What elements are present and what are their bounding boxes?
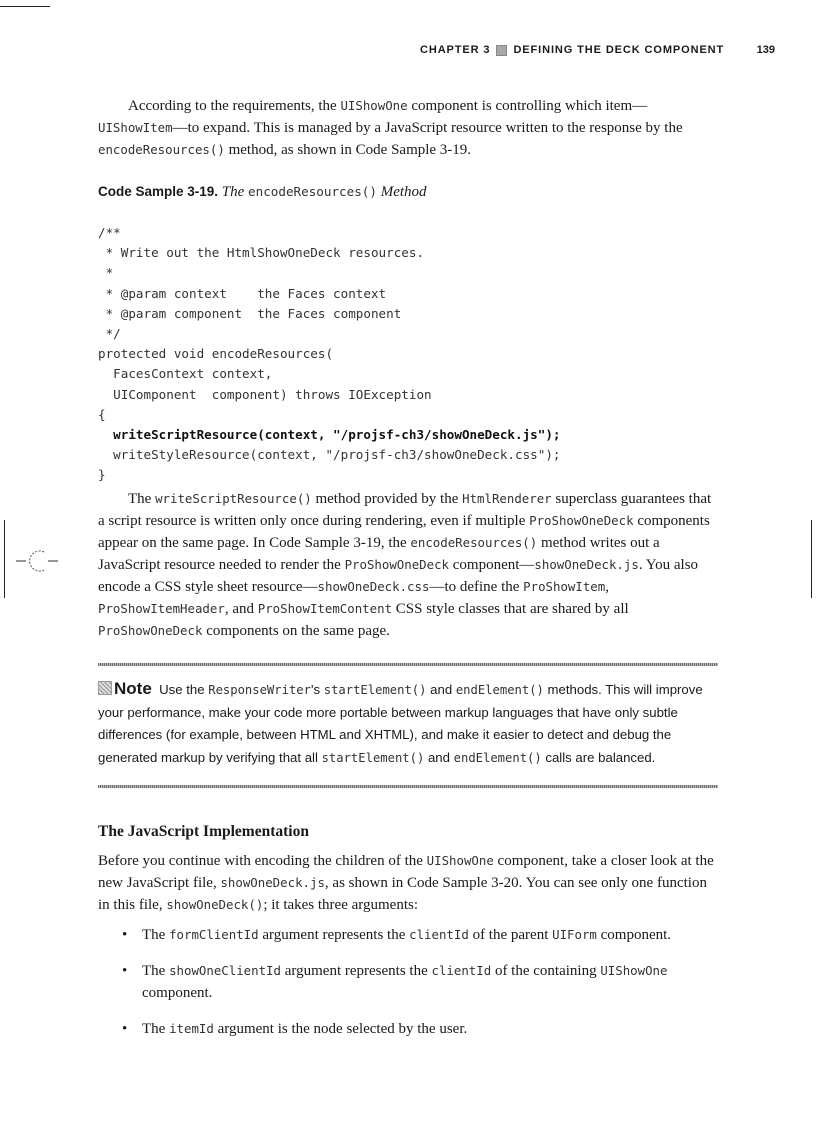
code-line: protected void encodeResources( [98,346,334,362]
crop-mark-top [0,6,50,7]
code-line: * [98,265,114,281]
code-line: FacesContext context, [98,366,273,382]
note-label: Note [114,679,152,698]
code-line: UIComponent component) throws IOException [98,386,432,402]
crop-mark-left [4,520,5,598]
list-item: • The formClientId argument represents the clientId of the parent UIForm component. [98,924,718,946]
code-line-highlighted: writeScriptResource(context, "/projsf-ch3/showOneDeck.js"); [98,426,561,442]
code-line: * @param component the Faces component [98,305,402,321]
code-sample-caption: Code Sample 3-19. The encodeResources() Method [98,184,427,200]
intro-paragraph-block [98,95,718,161]
section-title: DEFINING THE DECK COMPONENT [513,44,725,56]
chapter-heading [420,44,724,56]
argument-list [98,924,718,1040]
code-sample-block [98,223,718,485]
explanation-paragraph: The writeScriptResource() method provided by the HtmlRenderer superclass guarantees that a script resource is written only once during rendering, even if multiple ProShowOneDeck components appear on the same page. In Code Sample 3-19, the encodeResources() method writes out a JavaScript resource needed to render the ProShowOneDeck component—showOneDeck.js. You also encode a CSS style sheet resource—showOneDeck.css—to define the ProShowItem, ProShowItemHeader, and ProShowItemContent CSS style classes that are shared by all ProShowOneDeck components on the same page. [98,491,712,639]
code-line: { [98,406,106,422]
note-bottom-rule [98,785,718,788]
bullet-icon: • [122,1021,128,1037]
list-item: • The showOneClientId argument represents the clientId of the containing UIShowOne component. [98,960,718,1004]
code-line: writeStyleResource(context, "/projsf-ch3/showOneDeck.css"); [98,447,561,463]
bullet-icon: • [122,927,128,943]
page-number: 139 [756,44,775,56]
section-heading: The JavaScript Implementation [98,823,309,840]
intro-paragraph: According to the requirements, the UIShowOne component is controlling which item—UIShowItem—to expand. This is managed by a JavaScript resource written to the response by the encodeResources() method, as shown in Code Sample 3-19. [98,98,683,158]
note-box: Note Use the ResponseWriter's startElement() and endElement() methods. This will improve your performance, make your code more portable between markup languages that have only subtle differences (for example, between HTML and XHTML), and make it easier to detect and debug the generated markup by verifying that all startElement() and endElement() calls are balanced. [98,679,703,765]
note-icon [98,681,112,695]
argument-list-block [98,924,718,1054]
code-line: */ [98,325,121,341]
code-line: * Write out the HtmlShowOneDeck resources. [98,245,425,261]
code-line: } [98,467,106,483]
chapter-label: CHAPTER 3 [420,44,491,56]
note-top-rule [98,663,718,666]
crop-mark-right [811,520,812,598]
registration-mark-icon [16,548,60,574]
running-header [420,44,775,56]
code-line: /** [98,225,121,240]
code-line: * @param context the Faces context [98,285,387,301]
list-item: • The itemId argument is the node selected by the user. [98,1018,718,1040]
explanation-paragraph-block [98,488,718,642]
bullet-icon: • [122,963,128,979]
separator-square-icon [496,45,507,56]
section-paragraph-block [98,850,718,916]
section-paragraph: Before you continue with encoding the children of the UIShowOne component, take a closer look at the new JavaScript file, showOneDeck.js, as shown in Code Sample 3-20. You can see only one function in this file, showOneDeck(); it takes three arguments: [98,853,714,913]
